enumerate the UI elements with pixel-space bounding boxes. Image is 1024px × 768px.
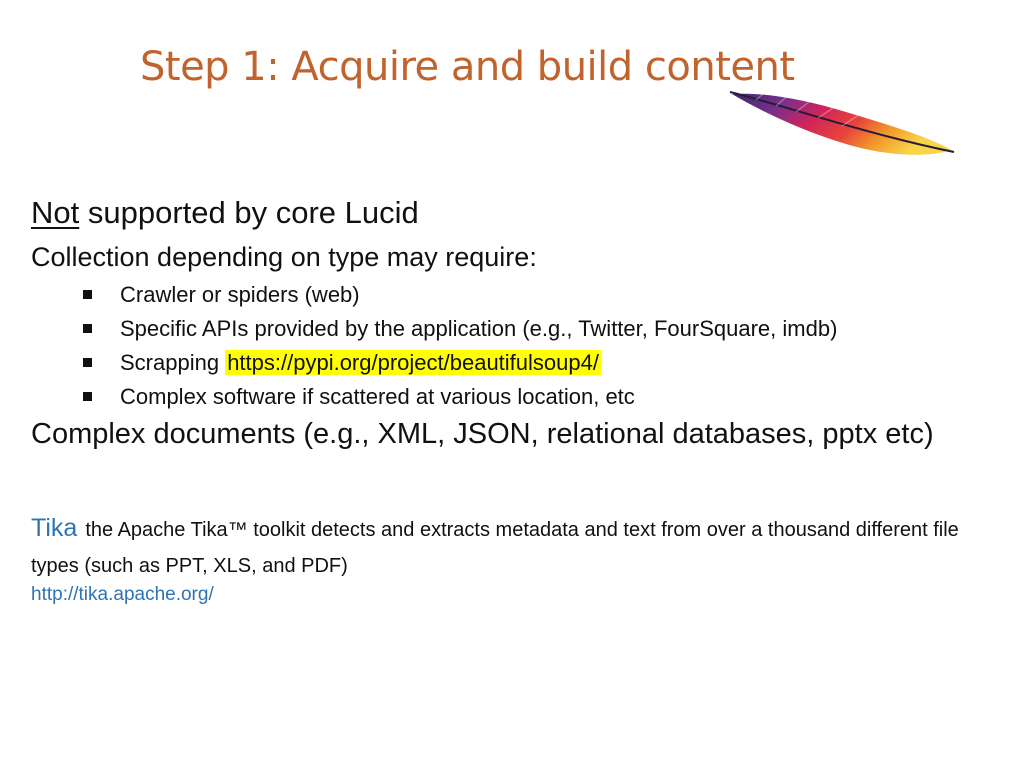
complex-documents-line: Complex documents (e.g., XML, JSON, relational databases, pptx etc) xyxy=(31,418,934,450)
tika-name: Tika xyxy=(31,514,78,542)
beautifulsoup-link[interactable]: https://pypi.org/project/beautifulsoup4/ xyxy=(227,350,599,375)
square-bullet-icon xyxy=(83,358,92,367)
collection-line: Collection depending on type may require: xyxy=(31,242,537,272)
square-bullet-icon xyxy=(83,392,92,401)
requirements-list xyxy=(80,280,837,416)
tika-link[interactable]: http://tika.apache.org/ xyxy=(31,584,214,605)
not-supported-line xyxy=(31,195,419,231)
not-underlined: Not xyxy=(31,195,80,230)
bullet-text: Scrapping xyxy=(120,350,226,375)
bullet-text: Specific APIs provided by the application (e.g., Twitter, FourSquare, imdb) xyxy=(120,316,838,341)
bullet-text: Crawler or spiders (web) xyxy=(120,282,360,307)
square-bullet-icon xyxy=(83,290,92,299)
bullet-text: Complex software if scattered at various location, etc xyxy=(120,384,635,409)
slide-title: Step 1: Acquire and build content xyxy=(140,44,795,90)
square-bullet-icon xyxy=(83,324,92,333)
list-item xyxy=(80,280,837,314)
tika-description: the Apache Tika™ toolkit detects and extracts metadata and text from over a thousand different file types (such as PPT, XLS, and PDF) xyxy=(31,519,959,577)
not-supported-rest: supported by core Lucid xyxy=(79,195,419,230)
tika-paragraph xyxy=(31,510,1006,584)
apache-feather-icon xyxy=(726,86,958,166)
list-item xyxy=(80,348,837,382)
list-item xyxy=(80,314,837,348)
list-item xyxy=(80,382,837,416)
